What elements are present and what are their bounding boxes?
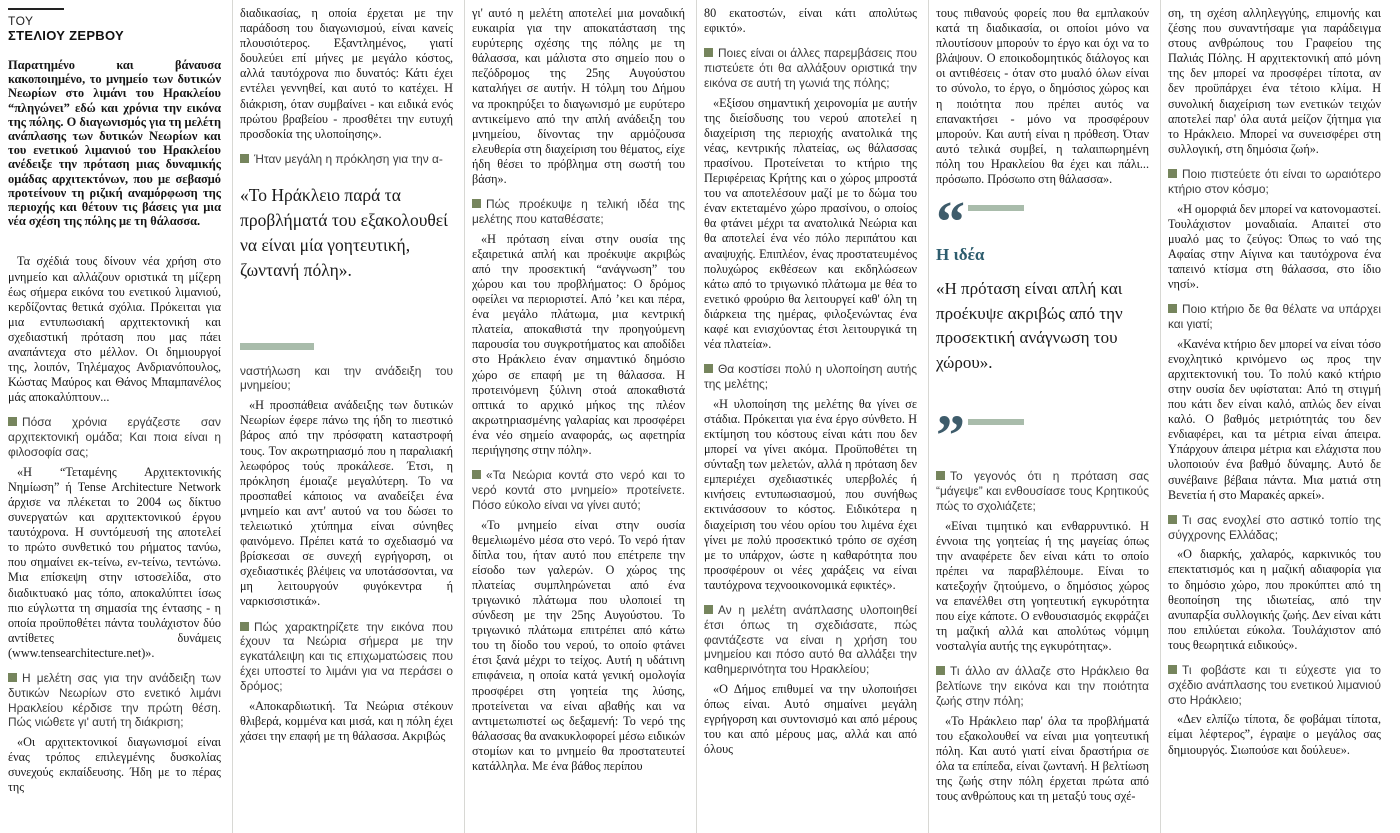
question-text: Τι φοβάστε και τι εύχεστε για το σχέδιο ανάπλασης του ενετικού λιμανιού στο Ηράκλειο; — [1168, 662, 1381, 707]
question-text: Θα κοστίσει πολύ η υλοποίηση αυτής της μελέτης; — [704, 362, 917, 391]
interview-answer: «Η πρόταση είναι στην ουσία της εξαιρετικά απλή και προέκυψε ακριβώς από την προσεκτική “ανάγνωση” του χώρου και του προβλήματος: Ο δρόμος οφείλει να περιοριστεί. Από ’κει και πέρα, ένα μεγάλο πλάτωμα, μια κεντρική πλατεία, αποκαθιστά την προηγούμενη παρουσία του συγκροτήματος και αποδίδει στο Ηράκλειο έναν σημαντικό δημόσιο χώρο σε επαφή με τη θάλασσα. Η προτεινόμενη ξύλινη στοά αποκαθιστά οπτικά το αρχικό μήκος της πλέον ακρωτηριασμένης γαλαρίας και προσφέρει ένα νέο σημείο αναφοράς, ως αφετηρία περιήγησης στην πόλη». — [472, 231, 685, 458]
quote-rule — [968, 205, 1024, 211]
interview-question — [8, 671, 221, 730]
author-name: ΣΤΕΛΙΟΥ ΖΕΡΒΟΥ — [8, 28, 125, 43]
pull-quote-rule — [240, 343, 314, 350]
article-column-1 — [8, 6, 221, 833]
interview-question — [936, 469, 1149, 513]
question-text: Αν η μελέτη ανάπλασης υλοποιηθεί έτσι όπως τη σχεδιάσατε, πώς φαντάζεστε να είναι η χρήση του μνημείου και πόσο αυτό θα αλλάξει την καθημερινότητα του Ηρακλείου; — [704, 602, 917, 677]
question-text: Πώς χαρακτηρίζετε την εικόνα που έχουν τα Νεώρια σήμερα με την εγκατάλειψη και τις επιχωματώσεις που έχει υποστεί το λιμάνι για να περάσει ο δρόμος; — [240, 619, 453, 693]
interview-answer: «Το μνημείο είναι στην ουσία θεμελιωμένο μέσα στο νερό. Το νερό ήταν δίπλα του, ήταν αυτό που επέτρεπε την είσοδο των γαλερών. Ο χώρος της πλατείας συμπληρώνεται από ένα τριγωνικό πλάτωμα που υλοποιεί τη σύνδεση με την 25ης Αυγούστου. Το τριγωνικό πλάτωμα επιτρέπει από κάτω του τη δίοδο του νερού, το οποίο φτάνει έτσι ξανά μέχρι το τείχος. Αυτή η υδάτινη επιφάνεια, η οποία κατά γενική ομολογία προσφέρει στη γοητεία της λύσης, προτείνεται να είναι αβαθής και να αντιμετωπιστεί ως δεξαμενή: Το νερό της θάλασσας θα ανακυκλοφορεί μέσω ειδικών στομίων και το μνημείο θα προστατευτεί κατάλληλα. Με ένα βάθος περίπου — [472, 517, 685, 774]
column-divider — [464, 0, 465, 833]
question-text: Ήταν μεγάλη η πρόκληση για την α- — [254, 151, 443, 166]
interview-question — [240, 152, 453, 167]
question-bullet-icon — [8, 673, 17, 682]
question-text: «Τα Νεώρια κοντά στο νερό και το νερό κοντά στο μνημείο» προτείνετε. Πόσο εύκολο είναι να γίνει αυτό; — [472, 468, 685, 512]
close-quote-icon: ” — [936, 403, 962, 469]
question-text: Ποιες είναι οι άλλες παρεμβάσεις που πιστεύετε ότι θα αλλάξουν οριστικά την εικόνα σε αυτή τη γωνιά της πόλης; — [704, 46, 917, 90]
interview-question — [1168, 663, 1381, 707]
question-text: Τι άλλο αν άλλαζε στο Ηράκλειο θα βελτίωνε την εικόνα και την ποιότητα ζωής στην πόλη; — [936, 664, 1149, 708]
interview-answer: «Είναι τιμητικό και ενθαρρυντικό. Η έννοια της γοητείας ή της μαγείας όπως την αναφέρετε δεν είναι κάτι το οποίο πρέπει να παραβλέπουμε. Είναι το κατεξοχήν ζητούμενο, ο δημόσιος χώρος να επανέλθει στη γοητευτική εγκυρότητα που είχε κάποτε. Ο ενθουσιασμός εκφράζει τη μαζική αλλά και απολύτως νόμιμη νοσταλγία αυτής της εγκυρότητας». — [936, 518, 1149, 654]
question-text: ναστήλωση και την ανάδειξη του μνημείου; — [240, 363, 453, 393]
interview-answer: «Εξίσου σημαντική χειρονομία με αυτήν της διείσδυσης του νερού αποτελεί η διαχείριση της περιοχής ανατολικά της νέας, κεντρικής πλατείας, ως θάλασσας πρασίνου. Προτείνεται το κτήριο της Περιφέρειας Κρήτης και ο χώρος μπροστά του να αποτελέσουν μαζί με το δώμα του έναν εκτεταμένο χώρο πρασίνου, ο οποίος θα φτάνει μέχρι τα ανατολικά Νεώρια και θα αποτελεί ένα νέο πόλο περιπάτου και αναψυχής. Επιπλέον, ένας προστατευμένος πολυχώρος εκθέσεων και εκδηλώσεων κάτω από το τριγωνικό πλάτωμα με θέα το ενετικό φρούριο θα λειτουργεί καθ' όλη τη διάρκεια της ημέρας, φιλοξενώντας ένα καφέ και ενισχύοντας έτσι λειτουργικά τη νέα πλατεία». — [704, 95, 917, 352]
byline-prefix: ΤΟΥ — [8, 14, 34, 28]
interview-question — [1168, 302, 1381, 332]
interview-question — [8, 415, 221, 459]
interview-question — [240, 620, 453, 694]
byline-top-rule — [8, 8, 64, 10]
question-text: Τι σας ενοχλεί στο αστικό τοπίο της σύγχρονης Ελλάδας; — [1168, 512, 1381, 542]
article-column-5 — [936, 6, 1149, 833]
quote-rule — [968, 419, 1024, 425]
interview-answer-continued: τους πιθανούς φορείς που θα εμπλακούν κατά τη διαδικασία, οι οποίοι μόνο να πλουτίσουν μπορούν το έργο και όχι να το βλάψουν. Ο εποικοδομητικός διάλογος και οι αντιθέσεις - όταν στο μυαλό όλων είναι το σύνολο, το έργο, ο δημόσιος χώρος και η ποιότητα που πρέπει αυτός να επανακτήσει - μόνο να προσφέρουν μπορούν. Και αυτή είναι η πρόθεση. Όταν αυτό τελικά συμβεί, η ταλαιπωρημένη πόλη του Ηρακλείου θα έχει και πάλι... πρόσωπο. Πρόσωπο στη θάλασσα». — [936, 6, 1149, 187]
interview-question — [704, 46, 917, 90]
interview-question — [936, 664, 1149, 708]
interview-answer: «Αποκαρδιωτική. Τα Νεώρια στέκουν θλιβερά, κομμένα και μισά, και η πόλη έχει χάσει την επαφή με τη θάλασσα. Ακριβώς — [240, 698, 453, 743]
interview-answer: «Δεν ελπίζω τίποτα, δε φοβάμαι τίποτα, είμαι λέφτερος”, έγραψε ο μεγάλος σας δημιουργός. Σιωπούσε και δούλευε». — [1168, 712, 1381, 757]
question-text: Πόσα χρόνια εργάζεστε σαν αρχιτεκτονική ομάδα; Και ποια είναι η φιλοσοφία σας; — [8, 415, 221, 459]
open-quote-icon: “ — [936, 189, 962, 255]
interview-answer: «Ο διαρκής, χαλαρός, καρκινικός του επεκτατισμός και η μαζική αδιαφορία για το δημόσιο χώρο, που προκύπτει από τη θεοποίηση της ιδιωτείας, από την ανυπαρξία συλλογικής ζωής. Δεν είναι κάτι που επιλύεται εύκολα. Τουλάχιστον από τους θεωρητικά ειδικούς». — [1168, 547, 1381, 652]
question-bullet-icon — [936, 471, 945, 480]
interview-answer: «Η υλοποίηση της μελέτης θα γίνει σε στάδια. Πρόκειται για ένα έργο σύνθετο. Η εκτίμηση του κόστους είναι κάτι που δεν μπορεί να γίνει ακόμα. Προϋποθέτει τη σύνταξη των μελετών, αλλά η πρόταση δεν εμπεριέχει σχεδιαστικές υπερβολές ή κινήσεις εντυπωσιασμού, που συνήθως εκτινάσσουν το κόστος. Ειδικότερα η διαχείριση του νέου ορίου του λιμένα έχει γίνει με πολύ προσεκτικό τρόπο σε σχέση με το υπάρχον, ώστε η καθαρότητα που προσφέρουν οι νέες χαράξεις να είναι ταυτόχρονα τεχνοοικονομικά εφικτές». — [704, 396, 917, 592]
question-text: Ποιο κτήριο δε θα θέλατε να υπάρχει και γιατί; — [1168, 302, 1381, 331]
interview-question — [472, 197, 685, 227]
article-column-3 — [472, 6, 685, 833]
interview-question — [1168, 167, 1381, 197]
question-bullet-icon — [1168, 304, 1177, 313]
question-bullet-icon — [240, 622, 249, 631]
byline — [8, 8, 221, 44]
lead-paragraph: Παρατημένο και βάναυσα κακοποιημένο, το μνημείο των δυτικών Νεωρίων στο λιμάνι του Ηρακλείου “πληγώνει” εδώ και χρόνια την εικόνα της πόλης. Ο διαγωνισμός για τη μελέτη ανάπλασης των δυτικών Νεωρίων και του ενετικού λιμανιού του Ηρακλείου ανέδειξε την πρόταση μιας δυναμικής ομάδας αρχιτεκτόνων, που με σεβασμό προτείνουν τη ριζική αναμόρφωση της περιοχής και θέτουν τις βάσεις για μια νέα σχέση της πόλης με τη θάλασσα. — [8, 58, 221, 229]
question-bullet-icon — [8, 417, 17, 426]
question-text: Ποιο πιστεύετε ότι είναι το ωραιότερο κτήριο στον κόσμο; — [1168, 166, 1381, 196]
question-bullet-icon — [704, 364, 713, 373]
question-bullet-icon — [704, 48, 713, 57]
interview-question — [704, 603, 917, 677]
article-column-2 — [240, 6, 453, 833]
interview-question — [704, 362, 917, 392]
interview-answer-continued: γι' αυτό η μελέτη αποτελεί μια μοναδική ευκαιρία για την αποκατάσταση της ευρύτερης σχέσης της πόλης με τη θάλασσα, και μάλιστα στο σημείο που ο πεζόδρομος της 25ης Αυγούστου καταλήγει σε αυτήν. Η τόλμη του Δήμου να προκηρύξει το διαγωνισμό με ευρύτερο αντικείμενο από την απλή ανάδειξη του μνημείου, δίνοντας την αρμόζουσα ελευθερία στη διαχείριση του θέματος, είχε ήδη θέσει το πρόβλημα στη σωστή του βάση». — [472, 6, 685, 187]
question-bullet-icon — [1168, 169, 1177, 178]
interview-answer: «Ο Δήμος επιθυμεί να την υλοποιήσει όπως είναι. Αυτό σημαίνει μεγάλη εγρήγορση και συντονισμό και από μέρους του και από μέρους μας, αλλά και από όλους — [704, 681, 917, 757]
interview-answer: «Η ομορφιά δεν μπορεί να κατονομαστεί. Τουλάχιστον μοναδιαία. Απαιτεί στο μυαλό μας το ζεύγος: Όπως το ναό της Αφαίας στην Αίγινα και ταυτόχρονα ένα ταπεινό κτίσμα στη θάλασσα, στο ίδιο νησί». — [1168, 201, 1381, 291]
intro-paragraph: Τα σχέδιά τους δίνουν νέα χρήση στο μνημείο και αλλάζουν οριστικά τη μίζερη έως σήμερα εικόνα του ενετικού λιμανιού, κερδίζοντας θετικά σχόλια. Πρόκειται για μια εντυπωσιακή αρχιτεκτονική και σχεδιαστική πρόταση που μας πάει αναπάντεχα στο μέλλον. Οι δημιουργοί της, λοιπόν, Τηλέμαχος Ανδριανόπουλος, Κώστας Μαύρος και Θάνος Μπαμπανέλος μάς αποκαλύπτουν... — [8, 254, 221, 405]
interview-answer: «Το Ηράκλειο παρ' όλα τα προβλήματά του εξακολουθεί να είναι μια γοητευτική πόλη. Και αυτό γιατί είναι δραστήρια σε όλα τα επίπεδα, είναι ζωντανή. Η βελτίωση της ζωής στην πόλη έρχεται πρώτα από τους ανθρώπους και τη μεταξύ τους σχέ- — [936, 713, 1149, 804]
interview-answer: «Η “Τεταμένης Αρχιτεκτονικής Νημίωση” ή Tense Architecture Network άρχισε να πλέκεται το 2004 ως δίκτυο συνεργατών και αρχιτεκτονικού έργου ταυτόχρονα. Η συντόμευσή της αποτελεί το πρώτο συνθετικό του ρήματος τανύω, που σημαίνει εκ-τείνω, εν-τείνω, τεντώνω. Μια επίσκεψη στην ιστοσελίδα, στο διαδικτυακό μας τόπο, αποκαλύπτει ίσως πιο εύγλωττα τη σημασία της έντασης - η οποία προϋποθέτει πάντα τουλάχιστον δύο αντίθετες δυνάμεις (www.tensearchitecture.net)». — [8, 464, 221, 660]
column-divider — [696, 0, 697, 833]
column-divider — [1160, 0, 1161, 833]
question-bullet-icon — [936, 666, 945, 675]
column-divider — [232, 0, 233, 833]
idea-box-quote: «Η πρόταση είναι απλή και προέκυψε ακριβώς από την προσεκτική ανάγνωση του χώρου». — [936, 279, 1123, 372]
interview-answer-continued: 80 εκατοστών, είναι κάτι απολύτως εφικτό». — [704, 6, 917, 36]
pull-quote — [240, 183, 453, 350]
interview-answer-continued: διαδικασίας, η οποία έρχεται με την παράδοση του διαγωνισμού, είναι κανείς πλουσιότερος. Εξαντλημένος, γιατί δουλεύει επί μήνες με μεγάλο κόστος, αλλά ταυτόχρονα πιο δυνατός: Κάτι έχει εντέλει γεννηθεί, και αυτό το κατέχει. Η διάκριση, όταν συμβαίνει - και ειδικά ενός πρώτου βραβείου - προσθέτει την ευτυχή προσδοκία της υλοποίησης». — [240, 6, 453, 141]
interview-question — [472, 468, 685, 512]
pull-quote-text: «Το Ηράκλειο παρά τα προβλήματά του εξακολουθεί να είναι μία γοητευτική, ζωντανή πόλη». — [240, 184, 448, 280]
article-column-4 — [704, 6, 917, 833]
question-bullet-icon — [472, 470, 481, 479]
column-divider — [928, 0, 929, 833]
question-bullet-icon — [1168, 665, 1177, 674]
question-text: Η μελέτη σας για την ανάδειξη των δυτικών Νεωρίων στο ενετικό λιμάνι Ηρακλείου κέρδισε την πρώτη θέση. Πώς νιώθετε γι' αυτή τη διάκριση; — [8, 670, 221, 730]
question-text: Πώς προέκυψε η τελική ιδέα της μελέτης που καταθέσατε; — [472, 197, 685, 226]
interview-answer: «Οι αρχιτεκτονικοί διαγωνισμοί είναι ένας τρόπος επιλεγμένης δυσκολίας συνεχούς εκπαίδευσης. Ήδη με το πέρας της — [8, 735, 221, 795]
interview-answer-continued: ση, τη σχέση αλληλεγγύης, επιμονής και ζέσης που συναντήσαμε για παράδειγμα στους ανθρώπους του Γραφείου της Παλιάς Πόλης. Η αρχιτεκτονική από μόνη της δεν μπορεί να προσφέρει τίποτα, αν δεν προϋπάρχει ένα τέτοιο κλίμα. Η συνολική διαχείριση των ενετικών τειχών αποτελεί παρ' όλα αυτά μείζον ζήτημα για το Ηράκλειο. Μπορεί να συνεισφέρει στη συλλογική, στη δημόσια ζωή». — [1168, 6, 1381, 156]
question-text: Το γεγονός ότι η πρόταση σας “μάγεψε” και ενθουσίασε τους Κρητικούς πώς το σχολιάζετε; — [936, 469, 1149, 513]
question-bullet-icon — [704, 605, 713, 614]
article-column-6 — [1168, 6, 1381, 833]
interview-answer: «Η προσπάθεια ανάδειξης των δυτικών Νεωρίων έφερε πάνω της ήδη το πιεστικό βάρος από την πρόσφατη καταστροφή τους. Τον ακρωτηριασμό που η παραλιακή λεωφόρος τούς προκάλεσε. Έτσι, η πρόκληση έμοιαζε μεγαλύτερη. Το να προσπαθεί κάποιος να αναδείξει ένα μνημείο και αντ' αυτού να του δώσει το τελειωτικό χτύπημα είναι σύνηθες φαινόμενο. Πρέπει κατά το σχεδιασμό να βρίσκεσαι σε συνεχή εγρήγορση, οι σχεδιαστικές βλέψεις να υποτάσσονται, να μη λειτουργούν φυγόκεντρα ή ναρκισσιστικά». — [240, 398, 453, 609]
close-quote-decoration — [936, 403, 1149, 469]
idea-box-heading: Η ιδέα — [936, 245, 985, 265]
question-bullet-icon — [472, 199, 481, 208]
question-bullet-icon — [240, 154, 249, 163]
question-bullet-icon — [1168, 515, 1177, 524]
interview-answer: «Κανένα κτήριο δεν μπορεί να είναι τόσο ενοχλητικό κρινόμενο ως προς την αρχιτεκτονική του. Το πολύ κακό κτήριο στην ουσία δεν υφίσταται: Από τη στιγμή που κάτι δεν είναι καλό, απλώς δεν είναι καλό. Ο βαθμός μετριότητάς του δεν ενδιαφέρει, και τα μέτρια είναι άπειρα. Υπάρχουν άπειρα μέτρια και ελάχιστα που υλοποιούν ένα βαθμό δύναμης. Αυτό δε συνέβαινε βέβαια πάντα. Μια ματιά στη Βενετία ή στο Μαρακές αρκεί». — [1168, 336, 1381, 502]
interview-question — [1168, 513, 1381, 543]
interview-question-continued — [240, 364, 453, 394]
